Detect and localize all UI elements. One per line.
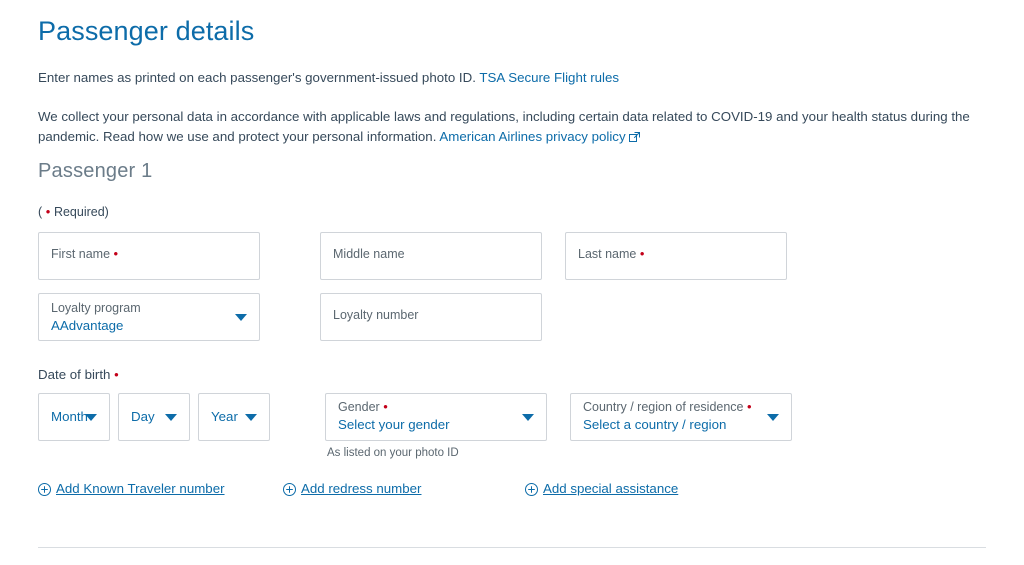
chevron-down-icon[interactable]	[235, 314, 247, 321]
loyalty-program-label: Loyalty program	[51, 300, 141, 315]
loyalty-number-label: Loyalty number	[333, 307, 419, 322]
page-title: Passenger details	[38, 16, 255, 46]
dob-month-select[interactable]	[38, 393, 110, 441]
chevron-down-icon[interactable]	[85, 414, 97, 421]
loyalty-program-value: AAdvantage	[51, 317, 124, 333]
dob-year-select[interactable]	[198, 393, 270, 441]
external-link-icon	[629, 132, 640, 143]
required-dot-icon: •	[42, 203, 54, 219]
loyalty-number-field[interactable]	[320, 293, 542, 341]
country-region-select[interactable]	[570, 393, 792, 441]
required-legend-text: Required)	[53, 204, 109, 219]
date-of-birth-label: Date of birth •	[38, 366, 119, 382]
add-known-traveler-number-link[interactable]	[38, 481, 283, 496]
gender-select[interactable]	[325, 393, 547, 441]
dob-year-value: Year	[211, 409, 238, 425]
chevron-down-icon[interactable]	[245, 414, 257, 421]
country-region-label: Country / region of residence •	[583, 398, 752, 414]
privacy-policy-link[interactable]: American Airlines privacy policy	[439, 128, 626, 144]
dob-day-value: Day	[131, 409, 155, 425]
first-name-field[interactable]	[38, 232, 260, 280]
plus-circle-icon	[38, 483, 51, 496]
gender-helper-text: As listed on your photo ID	[327, 446, 459, 459]
required-dot-icon: •	[747, 398, 752, 414]
add-redress-number-link[interactable]	[283, 481, 525, 496]
plus-circle-icon	[283, 483, 296, 496]
section-divider	[38, 547, 986, 548]
add-special-assistance-label: Add special assistance	[543, 480, 679, 496]
intro-text: Enter names as printed on each passenger's government-issued photo ID.	[38, 70, 476, 85]
middle-name-label: Middle name	[333, 246, 405, 261]
add-special-assistance-link[interactable]	[525, 481, 678, 496]
privacy-text: We collect your personal data in accordance with applicable laws and regulations, including certain data related to COVID-19 and your health status during the pandemic. Read how we use and protect your personal information.	[38, 109, 970, 144]
chevron-down-icon[interactable]	[522, 414, 534, 421]
dob-month-value: Month	[51, 409, 88, 425]
chevron-down-icon[interactable]	[767, 414, 779, 421]
loyalty-fields-row	[38, 293, 986, 341]
dob-and-demographics-row	[38, 393, 986, 459]
dob-day-select[interactable]	[118, 393, 190, 441]
privacy-paragraph	[38, 107, 973, 146]
gender-label: Gender •	[338, 398, 388, 414]
additional-options-row	[38, 481, 986, 496]
first-name-label: First name •	[51, 245, 119, 261]
required-legend	[38, 205, 986, 219]
country-region-value: Select a country / region	[583, 416, 727, 432]
required-dot-icon: •	[114, 366, 119, 382]
name-fields-row	[38, 232, 986, 280]
add-redress-number-label: Add redress number	[301, 480, 422, 496]
last-name-field[interactable]	[565, 232, 787, 280]
chevron-down-icon[interactable]	[165, 414, 177, 421]
required-dot-icon: •	[113, 245, 119, 261]
loyalty-program-select[interactable]	[38, 293, 260, 341]
plus-circle-icon	[525, 483, 538, 496]
required-dot-icon: •	[383, 398, 388, 414]
tsa-secure-flight-rules-link[interactable]: TSA Secure Flight rules	[479, 70, 620, 85]
gender-column	[325, 393, 570, 459]
required-legend-open: (	[38, 204, 43, 219]
passenger-section-heading: Passenger 1	[38, 159, 153, 182]
last-name-label: Last name •	[578, 245, 645, 261]
middle-name-field[interactable]	[320, 232, 542, 280]
add-known-traveler-number-label: Add Known Traveler number	[56, 480, 225, 496]
required-dot-icon: •	[639, 245, 645, 261]
gender-value: Select your gender	[338, 416, 450, 432]
intro-paragraph	[38, 68, 986, 87]
